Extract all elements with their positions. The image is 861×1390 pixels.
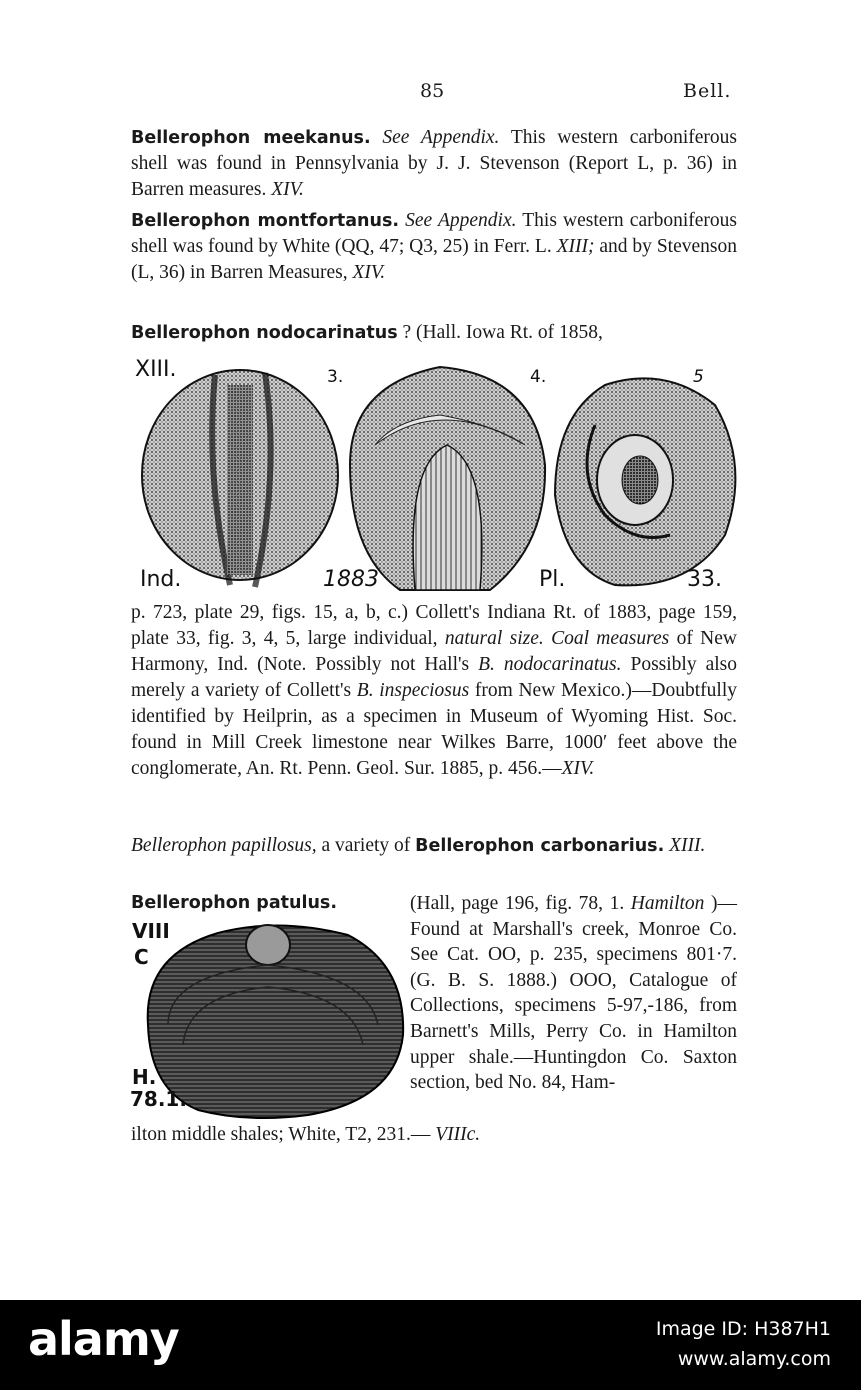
species-name: Bellerophon nodocarinatus — [131, 323, 398, 343]
era-label: XIV. — [352, 262, 386, 283]
figure-patulus — [128, 915, 410, 1130]
entry-text: ilton middle shales; White, T2, 231.— — [131, 1124, 436, 1145]
era-label: VIIIc. — [435, 1124, 481, 1145]
label-year: 1883 — [323, 567, 379, 592]
era-label: XIV. — [271, 179, 304, 200]
coal-measures: Coal measures — [551, 628, 670, 649]
label-era: VIII — [132, 919, 170, 943]
label-plate: Pl. — [539, 567, 566, 592]
figure-plate-nodocarinatus — [135, 355, 745, 600]
image-id: Image ID: H387H1 — [655, 1318, 831, 1340]
entry-montfortanus — [131, 208, 737, 286]
entry-text: This western carboniferous shell was found in Pennsylvania by J. J. Stevenson (Report L, p. 36) in Barren measures. — [131, 127, 737, 200]
see-appendix: See Appendix. — [382, 127, 500, 148]
watermark-logo: alamy — [28, 1312, 179, 1366]
entry-nodocarinatus-heading — [131, 320, 737, 346]
entry-text: p. 723, plate 29, figs. 15, a, b, c.) Collett's Indiana Rt. of 1883, page 159, plate 33, fig. 3, 4, 5, large individual, — [131, 602, 737, 649]
label-state: Ind. — [140, 567, 182, 592]
species-name: Bellerophon patulus. — [131, 893, 337, 913]
shell-figure-3 — [142, 370, 338, 587]
species-name: Bellerophon carbonarius. — [415, 836, 665, 856]
era-label: XIV. — [561, 758, 595, 779]
entry-text: ? (Hall. Iowa Rt. of 1858, — [397, 322, 603, 343]
label-fig-4: 4. — [530, 367, 547, 387]
label-era: XIII. — [135, 357, 177, 382]
natural-size: natural size. — [444, 628, 544, 649]
page-number: 85 — [420, 80, 445, 102]
entry-text: This western carboniferous shell was found by White (QQ, 47; Q3, 25) in Ferr. L. — [131, 210, 737, 257]
era-label: XIII. — [669, 835, 706, 856]
entry-text: )—Found at Marshall's creek, Monroe Co. See Cat. OO, p. 235, specimens 801·7. (G. B. S. 1888.) OOO, Catalogue of Collections, specimens 5-97,-186, from Barnett's Mills, Perry Co. in Hamilton upper shale.—Huntingdon Co. Saxton section, bed No. 84, Ham- — [410, 893, 737, 1094]
entry-text: from New Mexico.)—Doubtfully identified by Heilprin, as a specimen in Museum of Wyoming Hist. Soc. found in Mill Creek limestone near Wilkes Barre, 1000′ feet above the conglomerate, An. Rt. Penn. Geol. Sur. 1885, p. 456.— — [131, 680, 737, 779]
entry-patulus-last-line — [131, 1122, 737, 1148]
entry-nodocarinatus-body — [131, 600, 737, 782]
shell-engravings — [135, 355, 745, 600]
running-title: Bell. — [683, 80, 732, 102]
label-fig-5: 5 — [693, 367, 704, 387]
entry-patulus-body — [410, 891, 737, 1096]
shell-figure-4 — [350, 367, 545, 590]
entry-text: and by Stevenson (L, 36) in Barren Measures, — [131, 236, 737, 283]
label-sub: C — [134, 945, 149, 969]
label-hall: H. — [132, 1065, 157, 1089]
formation-name: Hamilton — [630, 893, 705, 914]
entry-text: a variety of — [316, 835, 416, 856]
label-plate-number: 33. — [687, 567, 722, 592]
watermark-site: www.alamy.com — [677, 1348, 831, 1370]
era-label: XIII; — [556, 236, 595, 257]
entry-papillosus — [131, 833, 737, 859]
entry-patulus-heading — [131, 890, 391, 916]
label-fig-3: 3. — [327, 367, 344, 387]
entry-text: (Hall, page 196, fig. 78, 1. — [410, 893, 631, 914]
see-appendix: See Appendix. — [405, 210, 517, 231]
shell-figure-5 — [555, 378, 735, 585]
species-ref: B. inspeciosus — [356, 680, 470, 701]
entry-meekanus — [131, 125, 737, 203]
species-italic: Bellerophon papillosus, — [131, 835, 317, 856]
label-fig: 78.1. — [130, 1087, 187, 1111]
species-ref: B. nodocarinatus. — [478, 654, 622, 675]
species-name: Bellerophon meekanus. — [131, 128, 371, 148]
species-name: Bellerophon montfortanus. — [131, 211, 400, 231]
entry-text: Possibly also merely a variety of Collett's — [131, 654, 737, 701]
entry-text: of New Harmony, Ind. (Note. Possibly not Hall's — [131, 628, 737, 675]
